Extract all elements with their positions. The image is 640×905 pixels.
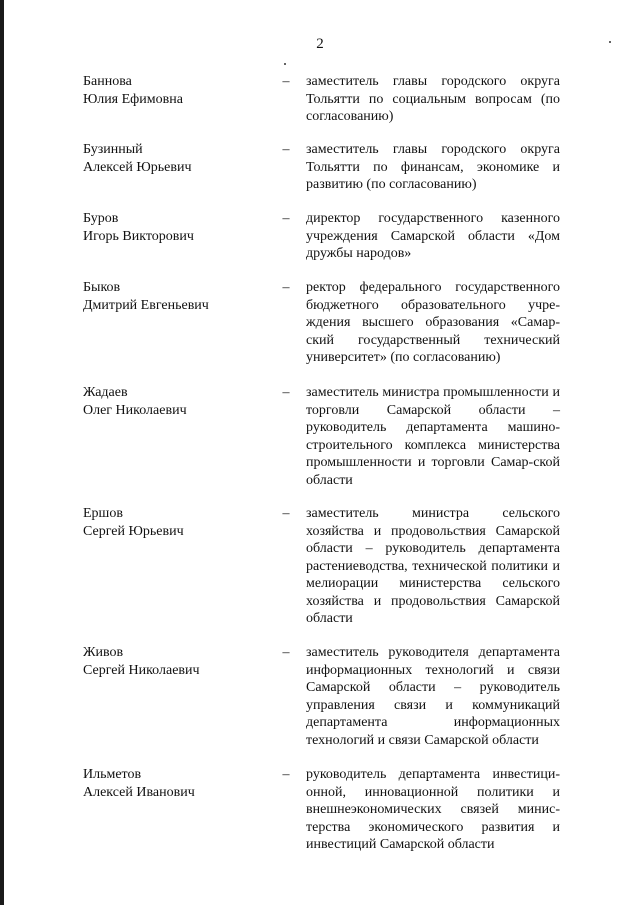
member-surname: Жадаев (83, 385, 128, 400)
entry-dash: – (282, 142, 290, 157)
member-surname: Ильметов (83, 767, 142, 782)
member-given-names: Игорь Викторович (83, 228, 194, 244)
member-name (83, 279, 273, 314)
member-name (83, 505, 273, 540)
member-role: заместитель главы городского округа Тольятти по социальным вопросам (по согласованию) (306, 74, 560, 124)
entry-dash: – (282, 280, 290, 295)
entry-dash: – (282, 211, 290, 226)
member-given-names: Олег Николаевич (83, 402, 187, 418)
scan-left-border (0, 0, 4, 905)
member-name (83, 210, 273, 245)
member-name (83, 384, 273, 419)
member-given-names: Алексей Юрьевич (83, 159, 192, 175)
member-role: заместитель руководителя департамента информационных технологий и связи Самарской области – руководитель управления связи и коммуникаций департамента информационных технологий и связи Самарской области (306, 645, 560, 748)
member-given-names: Алексей Иванович (83, 784, 195, 800)
page-number: 2 (316, 36, 324, 52)
member-surname: Живов (83, 645, 124, 660)
member-role: руководитель департамента инвестици-онной, инновационной политики и внешнеэкономических связей минис-терства экономического развития и инвестиций Самарской области (306, 767, 560, 852)
member-role: директор государственного казенного учреждения Самарской области «Дом дружбы народов» (306, 211, 560, 261)
member-given-names: Сергей Николаевич (83, 662, 200, 678)
member-surname: Буров (83, 211, 119, 226)
entry-dash: – (282, 645, 290, 660)
member-surname: Бузинный (83, 142, 143, 157)
member-name (83, 644, 273, 679)
scan-speck (284, 63, 286, 65)
member-role: заместитель министра промышленности и торговли Самарской области – руководитель департамента машино-строительного комплекса министерства промышленности и торговли Самар-ской области (306, 385, 560, 488)
entry-dash: – (282, 74, 290, 89)
member-surname: Баннова (83, 74, 132, 89)
member-surname: Быков (83, 280, 121, 295)
member-name (83, 73, 273, 108)
member-given-names: Юлия Ефимовна (83, 91, 183, 107)
entry-dash: – (282, 767, 290, 782)
member-given-names: Дмитрий Евгеньевич (83, 297, 209, 313)
member-role: ректор федерального государственного бюджетного образовательного учре-ждения высшего образования «Самар-ский государственный технический университет» (по согласованию) (306, 280, 560, 365)
entry-dash: – (282, 506, 290, 521)
member-name (83, 141, 273, 176)
member-name (83, 766, 273, 801)
member-given-names: Сергей Юрьевич (83, 523, 184, 539)
member-role: заместитель главы городского округа Тольятти по финансам, экономике и развитию (по согласованию) (306, 142, 560, 192)
entry-dash: – (282, 385, 290, 400)
member-role: заместитель министра сельского хозяйства и продовольствия Самарской области – руководитель департамента растениеводства, технической политики и мелиорации министерства сельского хозяйства и продовольствия Самарской области (306, 506, 560, 626)
member-surname: Ершов (83, 506, 123, 521)
